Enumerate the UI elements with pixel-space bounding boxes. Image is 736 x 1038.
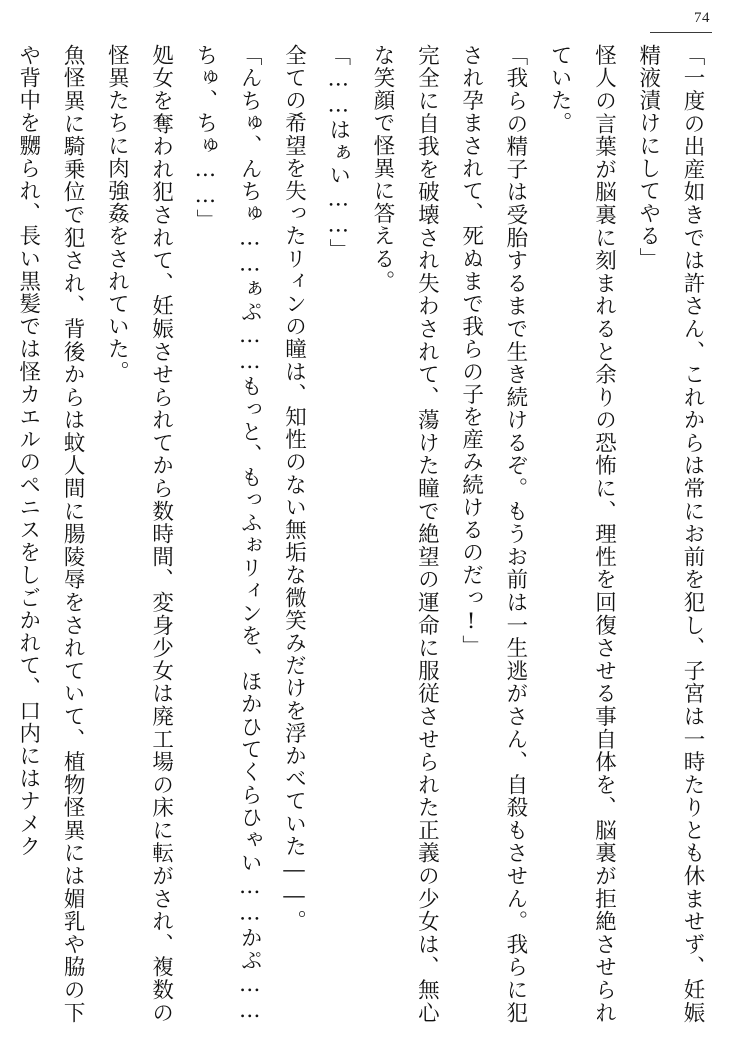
paragraph: 完全に自我を破壊され失わされて、蕩けた瞳で絶望の運命に服従させられた正義の少女は、無心な笑顔で怪異に答える。 — [370, 44, 440, 1024]
paragraph: 処女を奪われ犯されて、妊娠させられてから数時間、変身少女は廃工場の床に転がされ、複数の怪異たちに肉強姦をされていた。 — [104, 44, 174, 1024]
page-number-rule — [650, 32, 712, 33]
vertical-text-body — [15, 44, 714, 1024]
paragraph: 魚怪異に騎乗位で犯され、背後からは蚊人間に腸陵辱をされていて、植物怪異には媚乳や脇の下や背中を嬲られ、長い黒髪では怪カエルのペニスをしごかれて、口内にはナメク — [15, 44, 86, 1024]
paragraph: 「我らの精子は受胎するまで生き続けるぞ。もうお前は一生逃がさん、自殺もさせん。我らに犯され孕まされて、死ぬまで我らの子を産み続けるのだっ!」 — [458, 44, 528, 1024]
paragraph: 「んちゅ、んちゅ……ぁぷ……もっと、もっふぉリィンを、ほかひてくらひゃい……かぷ……ちゅ、ちゅ……」 — [192, 44, 263, 1024]
paragraph: 全ての希望を失ったリィンの瞳は、知性のない無垢な微笑みだけを浮かべていた――。 — [281, 44, 307, 933]
page-number: 74 — [694, 10, 710, 26]
paragraph: 「……はぁい……」 — [325, 44, 351, 262]
paragraph: 怪人の言葉が脳裏に刻まれると余りの恐怖に、理性を回復させる事自体を、脳裏が拒絶させられていた。 — [547, 44, 617, 1024]
paragraph: 「一度の出産如きでは許さん、これからは常にお前を犯し、子宮は一時たりとも休ませず、妊娠精液漬けにしてやる」 — [635, 44, 705, 1024]
